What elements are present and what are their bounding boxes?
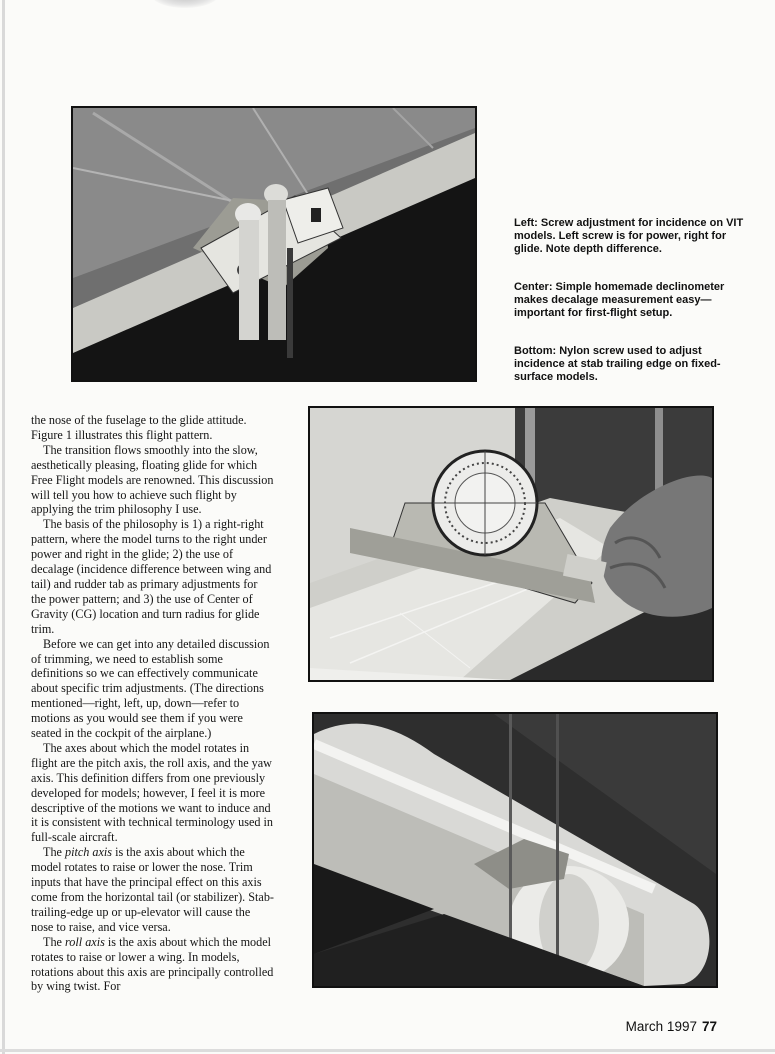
pitch-axis-term: pitch axis <box>65 845 113 860</box>
pitch-axis-prefix: The <box>43 845 65 860</box>
article-body <box>31 413 274 994</box>
article-paragraph: Before we can get into any detailed discussion of trimming, we need to establish some definitions so we can effectively communicate about specific trim adjustments. (The directions mentioned—right, left, up, down—refer to motions as you would see them if you were seated in the cockpit of the airplane.) <box>31 636 270 741</box>
article-paragraph-roll-axis <box>31 935 274 995</box>
article-paragraph: the nose of the fuselage to the glide attitude. Figure 1 illustrates this flight pattern. <box>31 413 247 442</box>
page-footer <box>626 1019 717 1034</box>
page-number: 77 <box>701 1019 717 1034</box>
photo-screw-adjustment-image <box>73 108 475 380</box>
roll-axis-prefix: The <box>43 934 65 949</box>
caption-left: Left: Screw adjustment for incidence on VIT models. Left screw is for power, right for glide. Note depth difference. <box>514 217 744 255</box>
caption-center: Center: Simple homemade declinometer makes decalage measurement easy—important for first-flight setup. <box>514 281 725 319</box>
scan-edge-bottom <box>0 1049 775 1052</box>
photo-declinometer <box>308 406 714 682</box>
roll-axis-term: roll axis <box>65 934 105 949</box>
article-paragraph: The transition flows smoothly into the slow, aesthetically pleasing, floating glide for which Free Flight models are renowned. This discussion will tell you how to achieve such flight by applying the trim philosophy I use. <box>31 442 274 517</box>
issue-date: March 1997 <box>625 1019 697 1034</box>
roll-axis-definition: is the axis about which the model rotates to raise or lower a wing. In models, rotations about this axis are principally controlled by wing twist. For <box>31 934 274 994</box>
photo-nylon-screw <box>312 712 718 988</box>
article-paragraph-pitch-axis <box>31 845 274 934</box>
scan-edge <box>2 0 5 1054</box>
pitch-axis-definition: is the axis about which the model rotates to raise or lower the nose. Trim inputs that have the principal effect on this axis come from the horizontal tail (or stabilizer). Stab-trailing-edge up or up-elevator will cause the nose to raise, and vice versa. <box>31 845 274 934</box>
print-smudge <box>150 0 220 8</box>
photo-nylon-screw-image <box>314 714 716 986</box>
caption-bottom: Bottom: Nylon screw used to adjust incidence at stab trailing edge on fixed-surface models. <box>514 345 721 383</box>
photo-screw-adjustment <box>71 106 477 382</box>
article-paragraph: The basis of the philosophy is 1) a right-right pattern, where the model turns to the right under power and right in the glide; 2) the use of decalage (incidence difference between wing and tail) and rudder tab as primary adjustments for the power pattern; and 3) the use of Center of Gravity (CG) location and turn radius for glide trim. <box>31 517 272 636</box>
article-paragraph: The axes about which the model rotates in flight are the pitch axis, the roll axis, and the yaw axis. This definition differs from one previously developed for models; however, I feel it is more descriptive of the motions we want to induce and it is consistent with technical terminology used in full-scale aircraft. <box>31 740 274 845</box>
photo-declinometer-image <box>310 408 712 680</box>
